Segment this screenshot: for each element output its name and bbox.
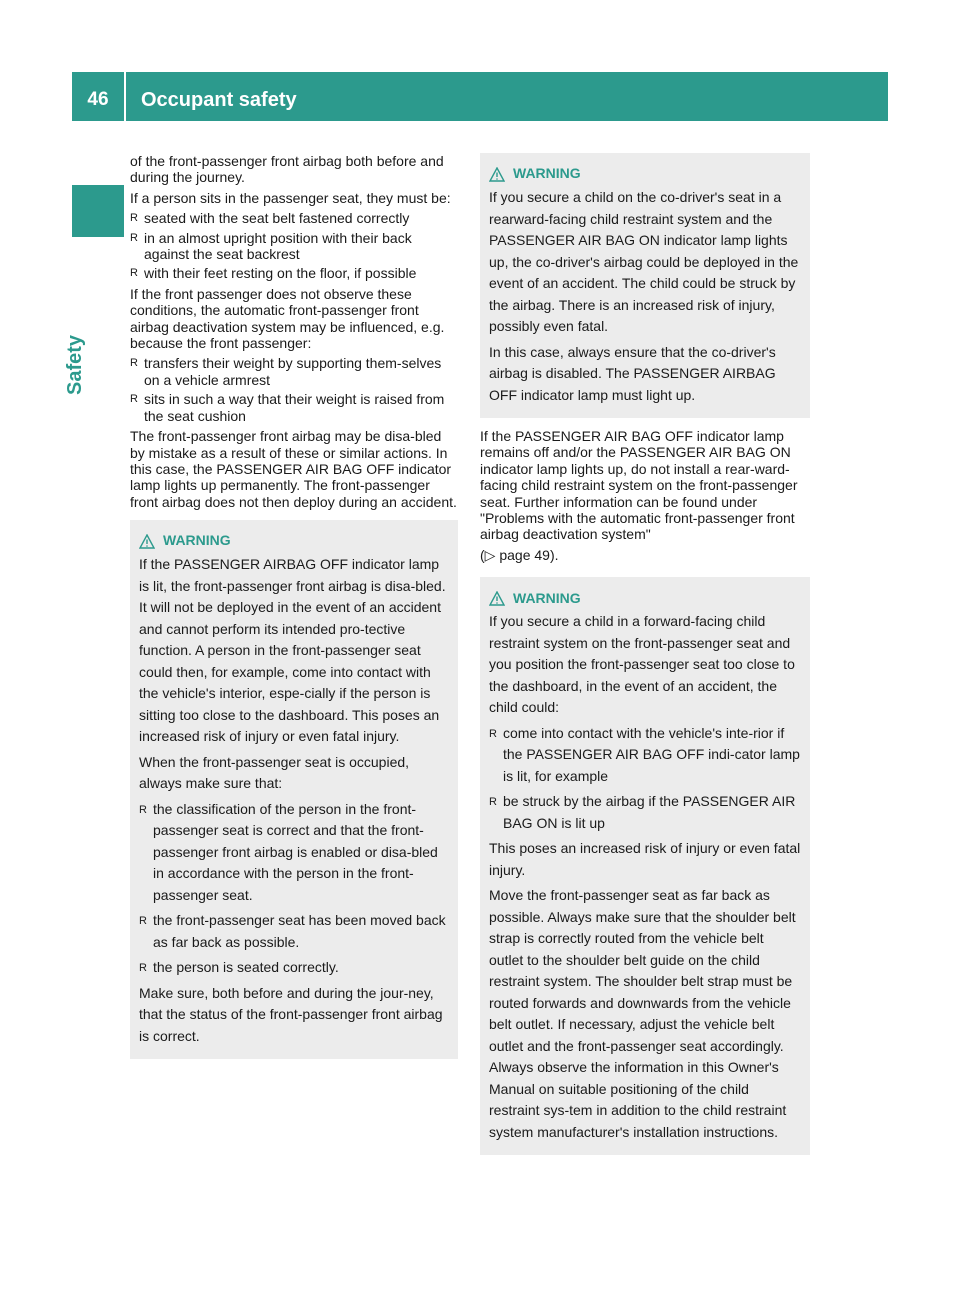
bullet-list bbox=[130, 355, 458, 424]
paragraph: Move the front-passenger seat as far back as possible. Always make sure that the shoulder belt strap is correctly routed from the vehicle belt outlet to the shoulder belt guide on the child restraint system. The shoulder belt strap must be routed forwards and downwards from the vehicle belt outlet. If necessary, adjust the vehicle belt outlet and the front-passenger seat accordingly. Always observe the information in this Owner's Manual on suitable positioning of the child restraint sys-tem in addition to the child restraint system manufacturer's installation instructions. bbox=[489, 887, 796, 1140]
paragraph: If the PASSENGER AIRBAG OFF indicator lamp is lit, the front-passenger front airbag is disa-bled. It will not be deployed in the event of an accident and cannot perform its intended pro-tective function. A person in the front-passenger seat could then, for example, come into contact with the vehicle's interior, espe-cially if the person is sitting too close to the dashboard. This poses an increased risk of injury or even fatal injury. bbox=[139, 556, 446, 745]
list-item: R come into contact with the vehicle's inte-rior if the PASSENGER AIR BAG OFF indi-cator lamp is lit, for example bbox=[489, 724, 800, 784]
reference-arrow-icon: ▷ bbox=[484, 546, 496, 563]
warning-heading bbox=[489, 163, 801, 185]
paragraph: The front-passenger front airbag may be disa-bled by mistake as a result of these or similar actions. In this case, the PASSENGER AIR BAG OFF indicator lamp lights up permanently. The front-passenger front airbag does not then deploy during an accident. bbox=[130, 428, 457, 510]
left-column bbox=[130, 153, 458, 1059]
paragraph: If the PASSENGER AIR BAG OFF indicator lamp remains off and/or the PASSENGER AIR BAG ON indicator lamp lights up, do not install a rear-ward-facing child restraint system on the front-passenger seat. Further information can be found under "Problems with the automatic front-passenger front airbag deactivation system" bbox=[480, 428, 798, 543]
bullet-icon: R bbox=[139, 962, 147, 975]
bullet-list bbox=[489, 723, 801, 835]
bullet-icon: R bbox=[489, 727, 497, 740]
warning-title: WARNING bbox=[513, 589, 581, 606]
warning-box bbox=[480, 153, 810, 418]
paragraph: If the front passenger does not observe these conditions, the automatic front-passenger front airbag deactivation system may be influenced, e.g. because the front passenger: bbox=[130, 285, 445, 352]
bullet-icon: R bbox=[130, 212, 138, 225]
bullet-list bbox=[139, 799, 449, 979]
bullet-icon: R bbox=[130, 267, 138, 280]
paragraph: In this case, always ensure that the co-driver's airbag is disabled. The PASSENGER AIRBAG OFF indicator lamp must light up. bbox=[489, 343, 776, 403]
warning-title: WARNING bbox=[513, 165, 581, 182]
bullet-icon: R bbox=[139, 803, 147, 816]
bullet-icon: R bbox=[489, 796, 497, 809]
list-item: R in an almost upright position with their back against the seat backrest bbox=[130, 229, 412, 263]
warning-triangle-icon bbox=[139, 534, 155, 549]
paragraph: When the front-passenger seat is occupied, always make sure that: bbox=[139, 753, 410, 792]
warning-heading bbox=[139, 530, 449, 552]
paragraph: This poses an increased risk of injury or even fatal injury. bbox=[489, 840, 801, 878]
side-tab-marker bbox=[72, 185, 124, 237]
page-header bbox=[72, 72, 888, 121]
paragraph: Make sure, both before and during the jour-ney, that the status of the front-passenger front airbag is correct. bbox=[139, 984, 443, 1044]
bullet-icon: R bbox=[139, 915, 147, 928]
header-divider bbox=[124, 72, 126, 121]
warning-heading bbox=[489, 587, 801, 609]
page-number: 46 bbox=[87, 89, 109, 110]
list-item: R the front-passenger seat has been moved back as far back as possible. bbox=[139, 912, 446, 950]
bullet-icon: R bbox=[130, 231, 138, 244]
warning-title: WARNING bbox=[163, 532, 231, 549]
warning-triangle-icon bbox=[489, 591, 505, 606]
reference-link[interactable]: page 49). bbox=[499, 546, 559, 563]
bullet-icon: R bbox=[130, 357, 138, 370]
list-item: R the classification of the person in the front-passenger seat is correct and that the front-passenger front airbag is enabled or disa-bled in accordance with the person in the front-passenger seat. bbox=[139, 800, 438, 903]
section-title: Occupant safety bbox=[141, 89, 297, 111]
warning-box bbox=[130, 520, 458, 1059]
list-item: R transfers their weight by supporting them-selves on a vehicle armrest bbox=[130, 355, 442, 388]
paragraph: If you secure a child in a forward-facing child restraint system on the front-passenger seat and you position the front-passenger seat too close to the dashboard, in the event of an accident, the child could: bbox=[489, 613, 795, 716]
warning-box bbox=[480, 577, 810, 1155]
paragraph: of the front-passenger front airbag both before and during the journey. bbox=[130, 153, 444, 186]
right-column bbox=[480, 153, 810, 1155]
warning-triangle-icon bbox=[489, 167, 505, 182]
page-reference: (▷ page 49). bbox=[480, 546, 559, 563]
paragraph: If a person sits in the passenger seat, they must be: bbox=[130, 189, 451, 206]
paragraph: If you secure a child on the co-driver's seat in a rearward-facing child restraint system and the PASSENGER AIR BAG ON indicator lamp lights up, the co-driver's airbag could be deployed in the event of an accident. The child could be struck by the airbag. There is an increased risk of injury, possibly even fatal. bbox=[489, 189, 799, 334]
list-item: R seated with the seat belt fastened correctly bbox=[130, 210, 410, 227]
list-item: R be struck by the airbag if the PASSENGER AIR BAG ON is lit up bbox=[489, 793, 796, 831]
bullet-icon: R bbox=[130, 393, 138, 406]
list-item: R with their feet resting on the floor, if possible bbox=[130, 265, 417, 282]
bullet-list bbox=[130, 210, 458, 282]
list-item: R sits in such a way that their weight is raised from the seat cushion bbox=[130, 391, 445, 424]
list-item: R the person is seated correctly. bbox=[139, 957, 449, 979]
side-section-label: Safety bbox=[64, 334, 86, 395]
